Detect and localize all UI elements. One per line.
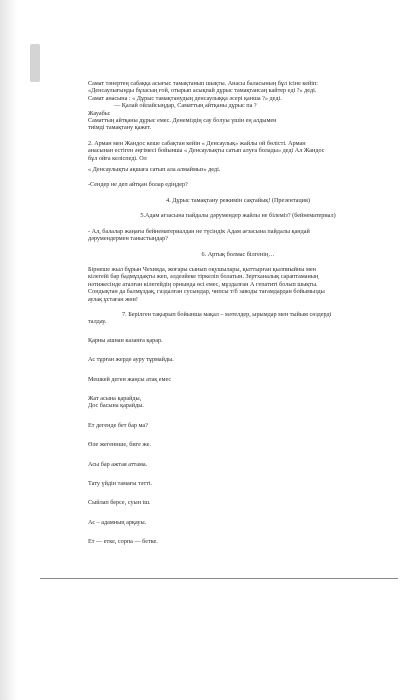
text-line: Саматтың айтқаны дұрыс емес. Денеміздің сау болуы үшін ең алдымен — [88, 117, 277, 125]
proverb-line: Тату үйдін тамағы тәтті. — [88, 480, 153, 487]
proverb-intro: Қарны ашнан казанға қарар. — [88, 336, 163, 344]
text-line: Бірнеше жыл бұрын Чехияда, жоғары сынып оқушылары, қыттырған қылпиыйны мен — [88, 265, 316, 273]
section-heading: 5.Адам ағзасына пайдалы дәрумендер жайлы не білеміз? (бейнематериал) — [140, 212, 336, 220]
proverb-line: Ас – адамның арқауы. — [88, 518, 147, 526]
text-line: Самат тәнертең сабаққа асығыс тамақтанып шықты. Анасы баласының бұл ісіне кейіп: — [88, 80, 319, 87]
proverb-line: Ет дегенде бет бар ма? — [88, 421, 148, 429]
text-line: кілегейі бар бадмұздақты жеп, әлдеәйеке тіркеліп болатын. Зертханалық сараптаманың — [88, 273, 319, 281]
proverb-line: Жат асына қарайды, — [88, 394, 142, 402]
proverb-line: Сыйлап берсе, суын іш. — [88, 499, 151, 507]
scan-shadow-edge — [0, 0, 18, 700]
page-bottom-rule — [40, 578, 398, 579]
text-line: талдау. — [88, 318, 107, 326]
text-line: « Денсаулықты ақшаға сатып ала алмаймыз» деді. — [88, 166, 221, 174]
proverb-line: Дос басына қарайды. — [88, 402, 144, 410]
proverb-line: Мешкей деген жаңсы атақ емес — [88, 375, 172, 383]
document-page — [88, 80, 388, 546]
text-line: - Ал, балалар жаңағы бейнематериалдан не түсіндік Адам ағзасына пайдалы қандай — [88, 227, 310, 235]
section-heading: 4. Дұрыс тамақтану режимін сақтайық! (Презентация) — [166, 196, 310, 204]
text-line: аулақ ұстаған жөн! — [88, 295, 138, 303]
section-heading: 7. Берілген тақырып бойынша мақал – мәтелдер, ырымдар мен тыйым сөздерді — [122, 310, 332, 318]
proverb-line: Асы бар ажтая аттама. — [88, 460, 148, 468]
text-line: Жауабы: — [88, 109, 111, 117]
text-line: — Қалай ойлайсыңдар, Саматтың айтқаны дұрыс па ? — [114, 102, 257, 110]
scan-smudge — [30, 44, 40, 82]
text-line: анасынан естіген әңгімесі бойынша « Денсаулықты сатып алуға болады» деді Ал Жандос — [88, 147, 325, 155]
proverb-line: Ас тұрған жерде ауру тұрмайды. — [88, 356, 174, 364]
text-line: «Денсаулығыңды бұзасың ғой, отырып асықпай дұрыс тамақтансаң кайтер еді ?» деді. — [88, 87, 317, 95]
text-line: -Сендер не деп айтқан болар едіңдер? — [88, 181, 188, 189]
text-line: Самат анасына : « Дұрыс тамақтанудың денсаулыққа әсері қанша ?» деді. — [88, 94, 282, 102]
text-line: 2. Арман мен Жандос кеше сабақтан кейін « Денсаулық» жайлы ой бөлісті. Арман — [88, 139, 306, 147]
section-heading: 6. Артық болмас білгенің… — [201, 250, 275, 258]
text-line: Сондықтан да балмұздақ, газдалған сусындар, чипсы т/б заводы тағамдардан бойымызды — [88, 288, 325, 296]
text-line: бұл ойға келіспеді. Ол — [88, 154, 147, 162]
proverb-line: Өле жегеннше, биге же. — [88, 441, 151, 449]
text-line: дәрумендермен таныстыңдар? — [88, 235, 168, 243]
text-line: нәтижесінде аталған кілегейдің орнында өсі емес, мұздалған А гепатиті болып шықты. — [88, 280, 318, 288]
proverb-line: Ет — етке, сорпа — бетке. — [88, 538, 158, 546]
text-line: тиімді тамақтану қажет. — [88, 124, 152, 132]
